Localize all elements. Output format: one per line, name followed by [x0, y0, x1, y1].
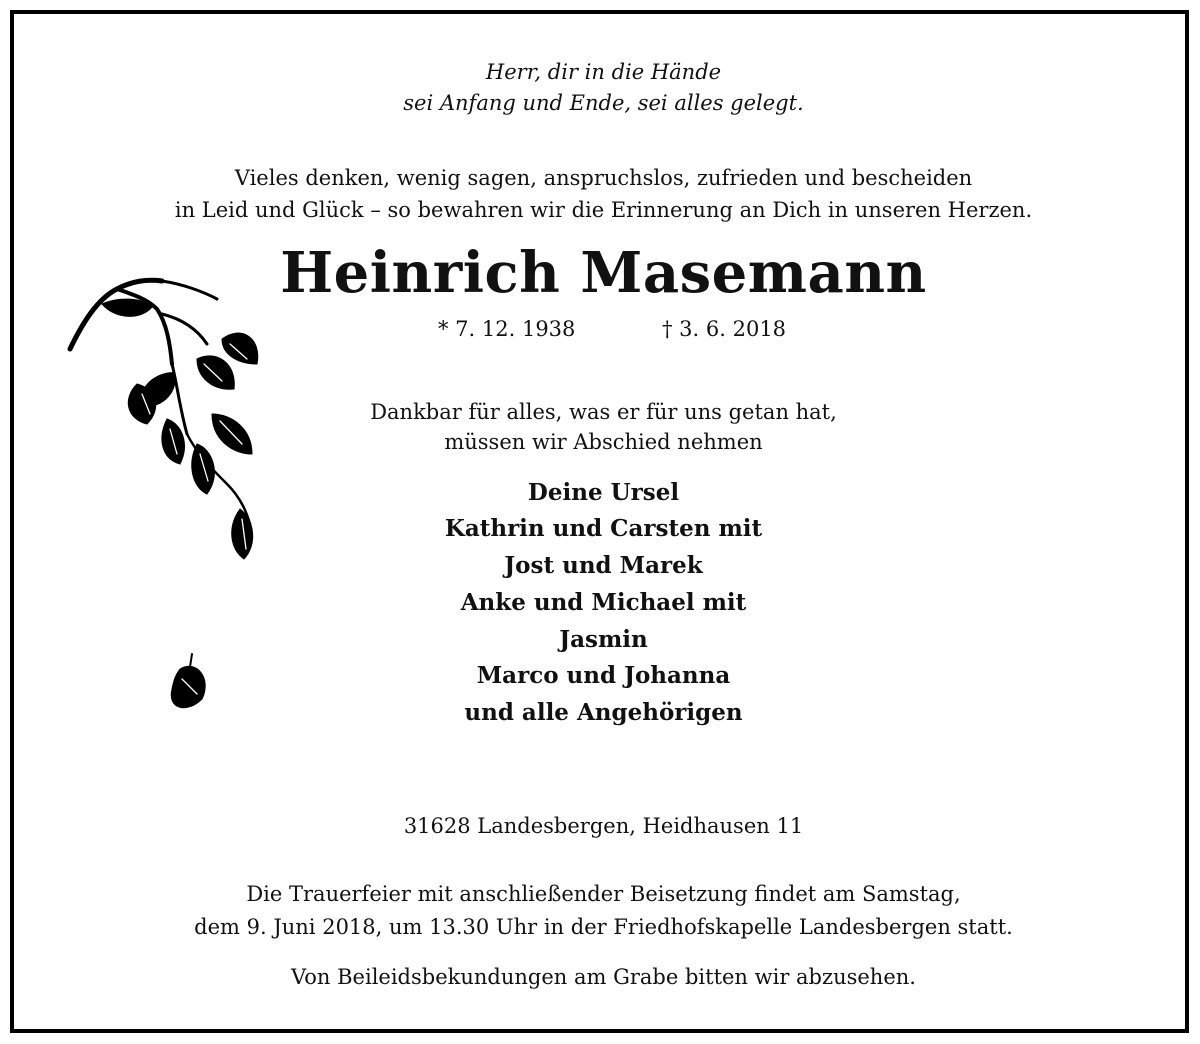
motto-line-1: Herr, dir in die Hände	[485, 60, 722, 84]
gratitude-line-1: Dankbar für alles, was er für uns getan hat,	[370, 400, 837, 424]
remembrance-line-2: in Leid und Glück – so bewahren wir die Erinnerung an Dich in unseren Herzen.	[174, 198, 1033, 222]
mourner-line: Jost und Marek	[504, 552, 703, 579]
obituary-notice	[10, 10, 1189, 1033]
remembrance-line-1: Vieles denken, wenig sagen, anspruchslos, zufrieden und bescheiden	[234, 166, 973, 190]
funeral-line-1: Die Trauerfeier mit anschließender Beisetzung findet am Samstag,	[246, 882, 961, 906]
birth-date: * 7. 12. 1938	[438, 317, 576, 341]
mourner-line: Marco und Johanna	[476, 662, 731, 689]
death-date: † 3. 6. 2018	[662, 317, 787, 341]
mourner-line: Jasmin	[559, 626, 648, 653]
mourner-line: Kathrin und Carsten mit	[444, 515, 763, 542]
funeral-line-2: dem 9. Juni 2018, um 13.30 Uhr in der Friedhofskapelle Landesbergen statt.	[194, 915, 1013, 939]
mourner-line: und alle Angehörigen	[464, 699, 743, 726]
mourner-line: Anke und Michael mit	[460, 589, 747, 616]
condolence-note: Von Beileidsbekundungen am Grabe bitten wir abzusehen.	[291, 965, 916, 989]
life-dates	[14, 317, 1193, 347]
address: 31628 Landesbergen, Heidhausen 11	[403, 814, 804, 838]
deceased-name: Heinrich Masemann	[280, 240, 927, 306]
mourner-line: Deine Ursel	[527, 479, 680, 506]
gratitude-line-2: müssen wir Abschied nehmen	[444, 430, 763, 454]
motto-line-2: sei Anfang und Ende, sei alles gelegt.	[403, 91, 804, 115]
